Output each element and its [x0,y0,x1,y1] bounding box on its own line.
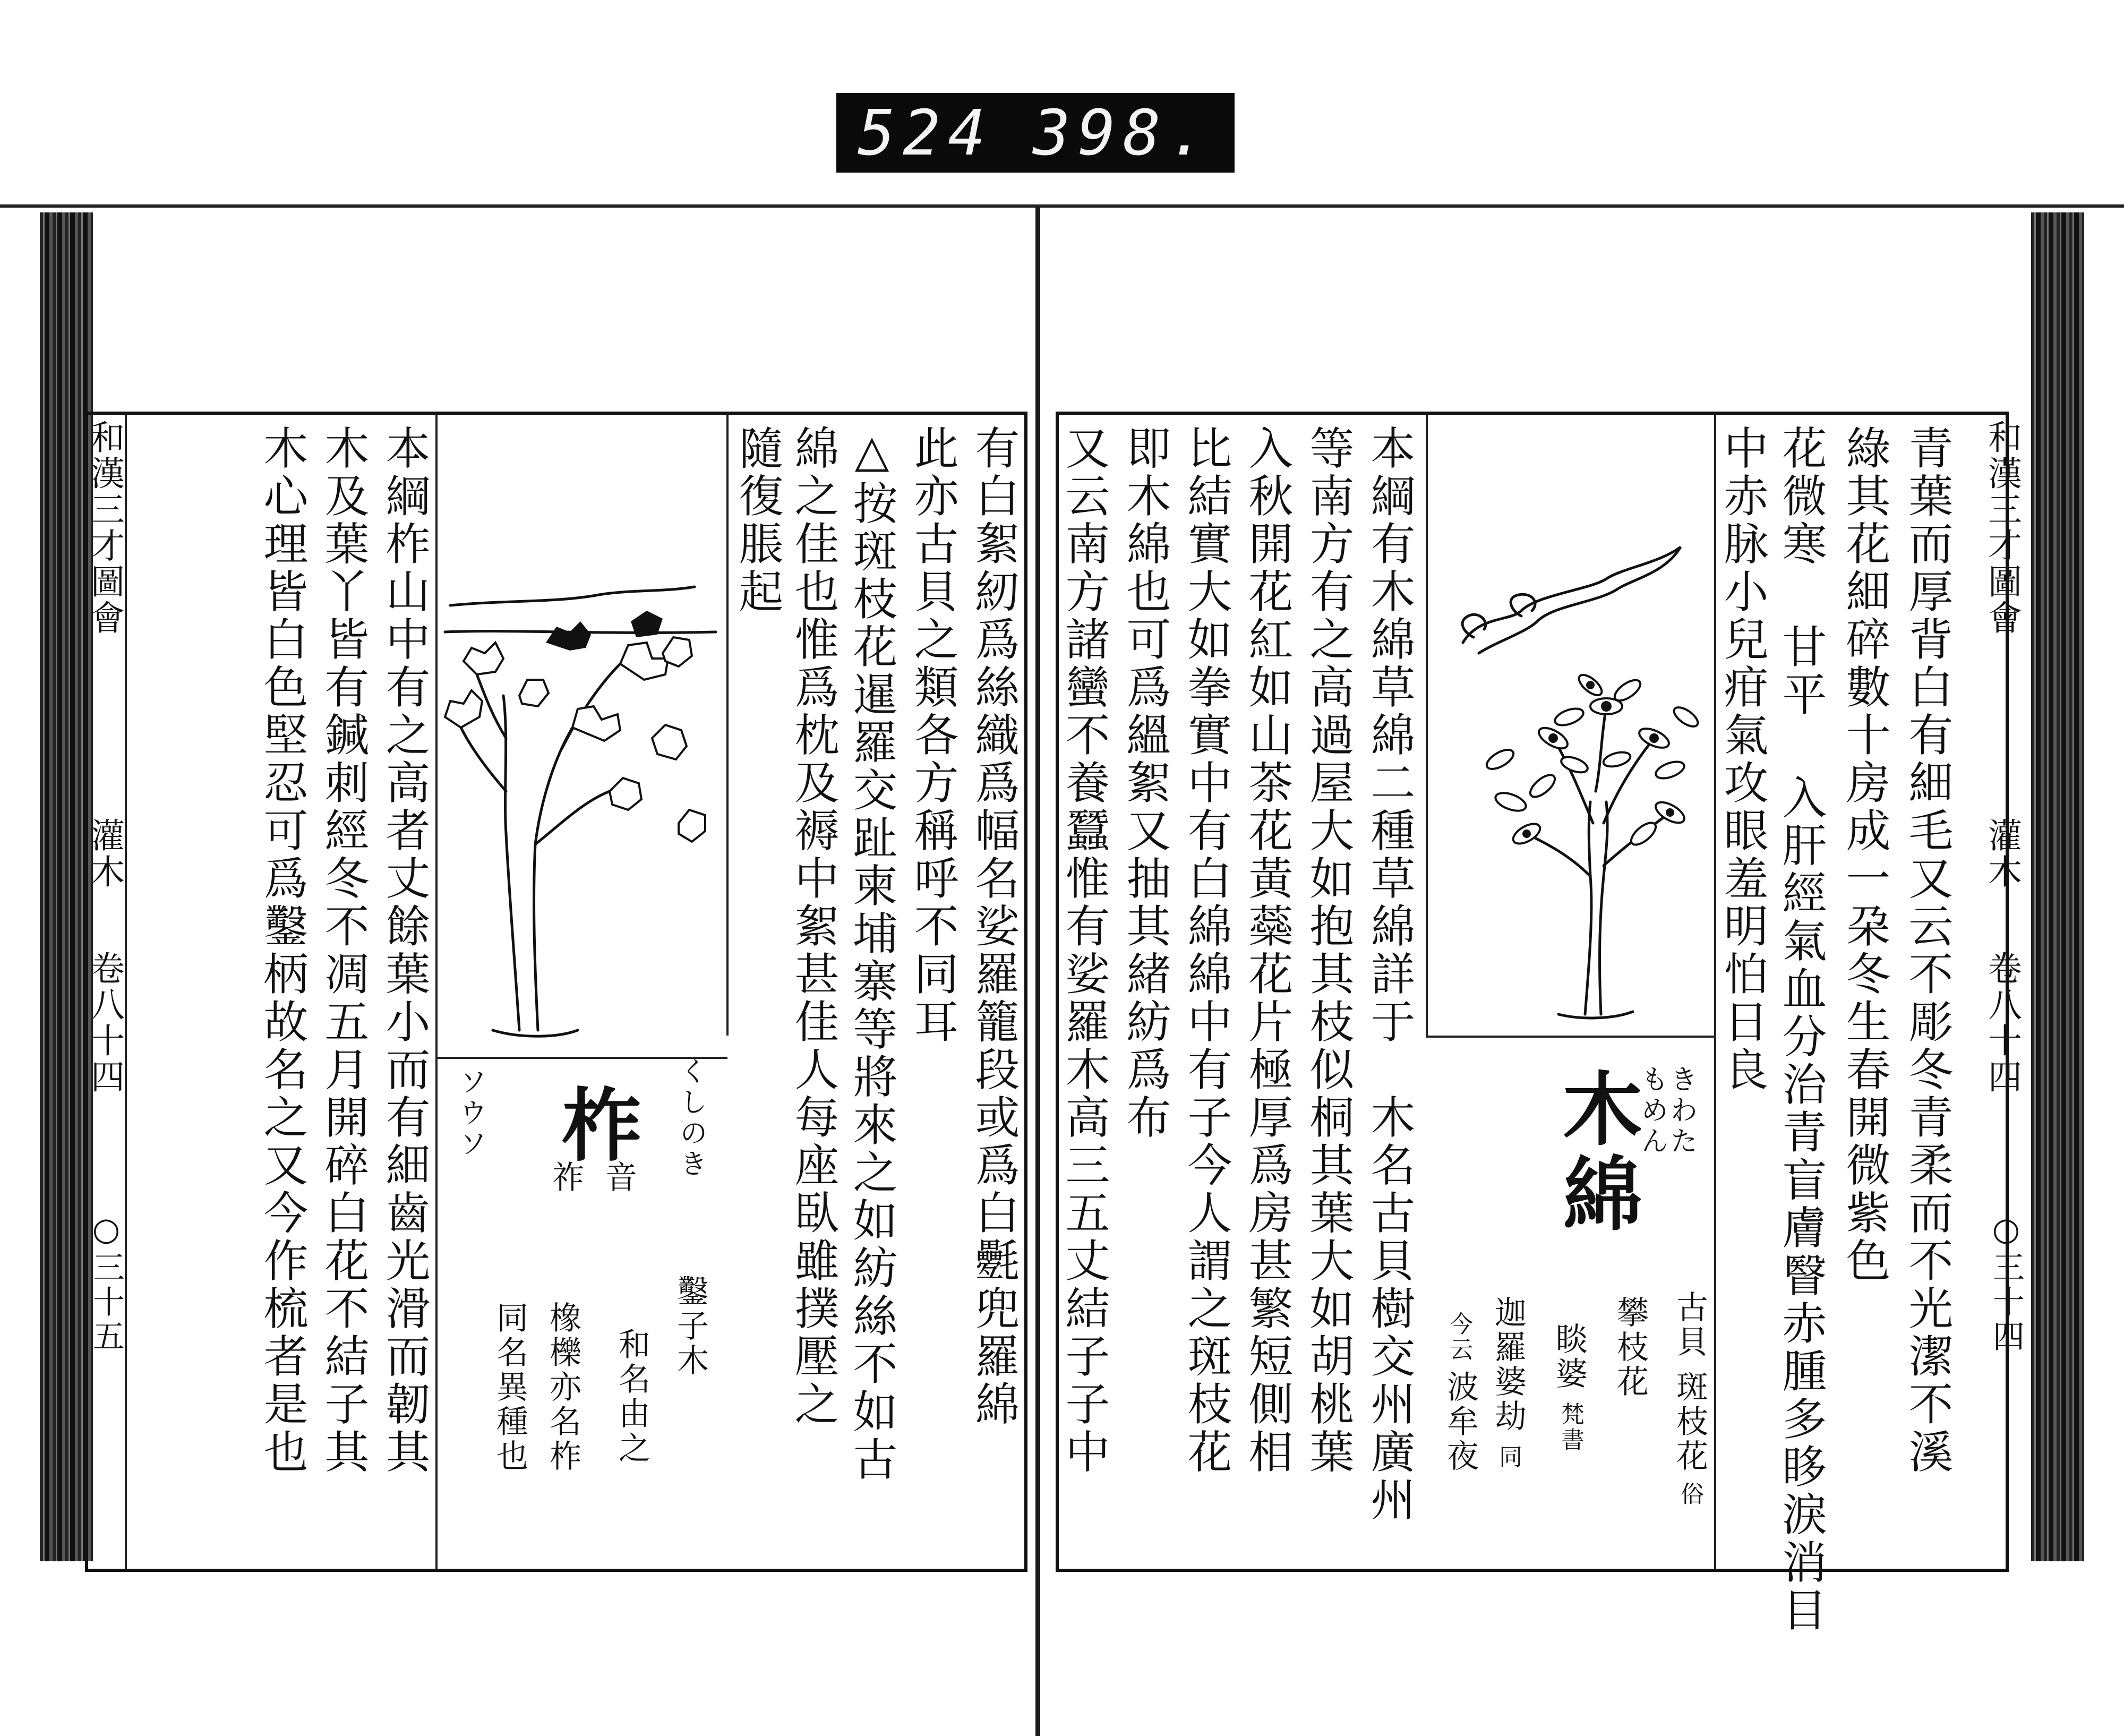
left-upper-text-line: 隨復脹起 [732,425,784,616]
left-header-volume: 卷八十四 [85,951,124,1095]
left-header-section: 灌木 [85,818,124,890]
left-body-text-line: 木心理皆白色堅忍可爲鑿柄故名之又今作梳者是也 [256,425,309,1476]
left-body-text-line: 木及葉丫皆有鍼刺經冬不凋五月開碎白花不結子其 [318,425,370,1476]
accession-label [836,93,1235,173]
right-alias-name: 攀枝花 [1612,1296,1649,1399]
right-alias-name: 迦羅婆劫 [1489,1296,1527,1434]
right-illustration-border-bottom [1426,1036,1715,1038]
right-alias-name: 古貝 [1671,1290,1708,1359]
left-folio: ○三十五 [88,1211,125,1354]
right-body-text-line: 即木綿也可爲縕絮又抽其緒紡爲布 [1119,425,1171,1142]
left-illustration-border-right [726,414,729,1036]
left-alias-name: 鑿子木 [672,1275,709,1378]
right-entry-reading: きわた [1665,1065,1697,1157]
right-header-volume: 卷八十四 [1982,951,2022,1095]
right-header-title: 和漢三才圖會 [1982,420,2022,636]
right-body-text-line: 比結實大如拳實中有白綿綿中有子今人謂之斑枝花 [1180,425,1232,1476]
left-entry-pron-label: 音 [600,1160,637,1195]
right-alias-note: 波牟夜 [1442,1370,1479,1474]
left-upper-text-line: 此亦古貝之類各方稱呼不同耳 [907,425,959,1046]
left-upper-text-line: 綿之佳也惟爲枕及褥中絮甚佳人每座臥雖撲壓之 [787,425,840,1429]
right-upper-text-line: 花微寒 甘平 入肝經氣血分治青盲膚瞖赤腫多眵淚消目 [1775,425,1827,1635]
right-upper-text-line: 中赤脉小兒疳氣攻眼羞明怕日良 [1717,425,1769,1094]
right-body-text-line: 入秋開花紅如山茶花黃蘂花片極厚爲房甚繁短側相 [1241,425,1294,1476]
right-body-text-line: 又云南方諸蠻不養蠶惟有娑羅木高三五丈結子子中 [1058,425,1110,1476]
zuo-tree-illustration [440,420,724,1054]
book-spine [1035,207,1040,1736]
right-alias-name: 斑枝花 [1671,1370,1708,1474]
right-upper-text-line: 綠其花細碎數十房成一朶冬生春開微紫色 [1839,425,1891,1285]
right-alias-name: 睒婆 [1551,1322,1588,1391]
accession-number-left: 524 [858,96,994,169]
book-top-edge [0,204,2124,208]
left-entry-title: 柞 [548,1083,641,1168]
left-entry-reading-hiragana: くしのき [675,1057,707,1180]
right-alias-note: 梵書 [1557,1402,1584,1453]
right-body-text-line: 等南方有之高過屋大如抱其枝似桐其葉大如胡桃葉 [1303,425,1355,1476]
left-entry-reading-katakana: ソウソ [455,1067,486,1160]
left-alias-note: 和名由之 [613,1328,650,1466]
right-entry-reading-alt: もめん [1636,1065,1668,1157]
right-book-edge [2031,212,2084,1561]
right-illustration-border-left [1426,414,1428,1036]
left-alias-note: 同名異種也 [491,1301,528,1474]
right-alias-name: 今云 [1445,1312,1472,1363]
left-alias-name: 橡櫟亦名柞 [544,1301,581,1474]
right-alias-note: 同 [1495,1444,1522,1470]
left-header-title: 和漢三才圖會 [85,420,124,636]
left-entry-pron: 祚 [547,1160,584,1195]
right-entry-title: 木綿 [1549,1067,1642,1237]
right-illustration-border-right [1714,414,1716,1569]
right-header-section: 灌木 [1982,818,2022,890]
right-alias-note: 俗 [1676,1482,1703,1507]
left-illustration-border-left [435,414,438,1569]
left-upper-text-line: △按斑枝花暹羅交趾柬埔寨等將來之如紡絲不如古 [846,425,898,1484]
right-upper-text-line: 青葉而厚背白有細毛又云不彫冬青柔而不光潔不溪 [1902,425,1954,1476]
right-folio: ○三十四 [1988,1211,2025,1354]
right-body-text-line: 木名古貝樹交州廣州 [1364,1094,1416,1524]
left-upper-text-line: 有白絮紉爲絲織爲幅名娑羅籠段或爲白氎兜羅綿 [968,425,1020,1429]
cotton-tree-illustration [1431,420,1712,1033]
left-header-border [125,414,127,1569]
right-body-text-line: 本綱有木綿草綿二種草綿詳于 [1364,425,1416,1046]
accession-number-right: 398. [1032,96,1213,169]
left-body-text-line: 本綱柞山中有之高者丈餘葉小而有細齒光滑而韌其 [379,425,431,1476]
